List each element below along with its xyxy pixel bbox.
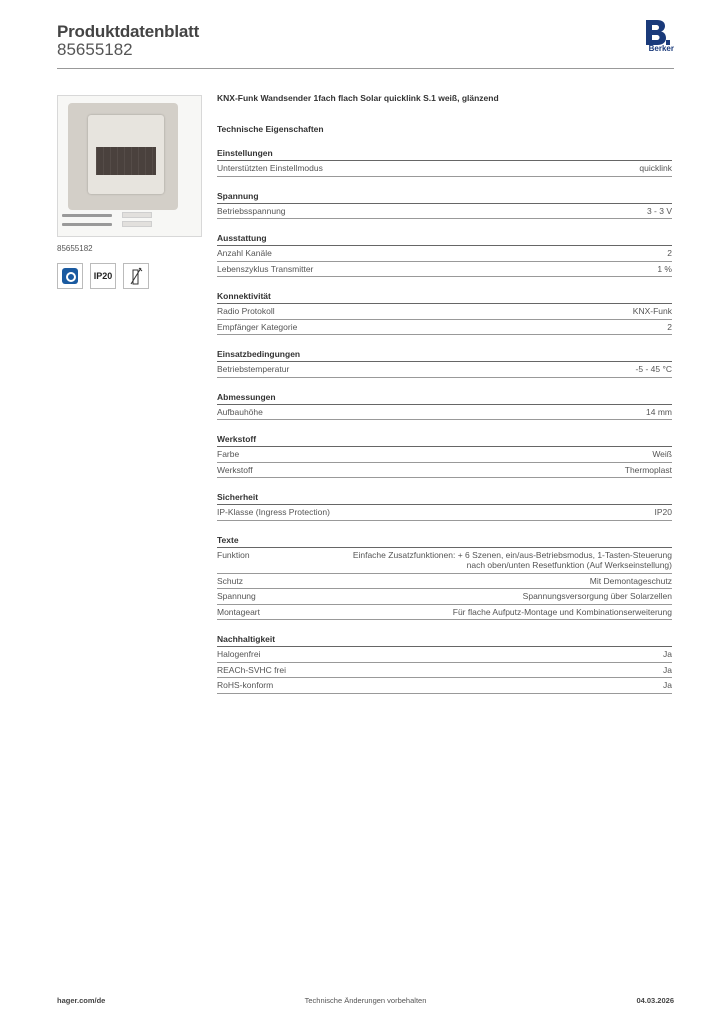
solar-panel (96, 147, 156, 175)
group-title: Nachhaltigkeit (217, 634, 672, 647)
property-value: Weiß (652, 449, 672, 459)
property-label: REACh-SVHC frei (217, 664, 286, 675)
product-details (217, 93, 672, 694)
group-title: Texte (217, 535, 672, 548)
mount-glyph-icon (128, 266, 144, 286)
property-label: Radio Protokoll (217, 306, 275, 316)
group-title: Werkstoff (217, 434, 672, 447)
property-value: 1 % (657, 263, 672, 274)
property-row (217, 161, 672, 177)
property-row (217, 362, 672, 378)
page-header (57, 20, 674, 70)
group-title: Einstellungen (217, 148, 672, 161)
property-value: Für flache Aufputz-Montage und Kombinationserweiterung (452, 606, 672, 617)
group-title: Spannung (217, 191, 672, 204)
product-title: KNX-Funk Wandsender 1fach flach Solar quicklink S.1 weiß, glänzend (217, 93, 499, 103)
property-row (217, 204, 672, 220)
property-row (217, 605, 672, 621)
footer-url: hager.com/de (57, 996, 106, 1005)
property-label: Schutz (217, 575, 243, 586)
footer-note: Technische Änderungen vorbehalten (304, 996, 427, 1005)
property-row (217, 663, 672, 679)
property-groups (217, 148, 672, 694)
berker-logo-icon (642, 20, 670, 46)
surface-mount-icon (123, 263, 149, 289)
property-value: Ja (663, 649, 672, 659)
property-label: Betriebstemperatur (217, 364, 290, 374)
berker-logo (638, 20, 674, 56)
property-value: Einfache Zusatzfunktionen: + 6 Szenen, ein/aus-Betriebsmodus, 1-Tasten-Steuerung nach oben/unten Resetfunktion (Auf Werkseinstellung) (352, 549, 672, 570)
group-title: Einsatzbedingungen (217, 349, 672, 362)
property-value: IP20 (654, 507, 672, 517)
property-row (217, 463, 672, 479)
group-title: Ausstattung (217, 233, 672, 246)
property-value: 14 mm (646, 406, 672, 417)
property-label: Lebenszyklus Transmitter (217, 263, 314, 274)
property-label: Halogenfrei (217, 649, 261, 659)
property-row (217, 246, 672, 262)
document-title: Produktdatenblatt (57, 22, 200, 41)
property-label: Werkstoff (217, 464, 253, 475)
property-value: Mit Demontageschutz (589, 575, 672, 586)
property-group (217, 148, 672, 177)
property-value: 2 (667, 248, 672, 258)
property-value: quicklink (639, 163, 672, 173)
property-value: KNX-Funk (632, 306, 672, 316)
group-title: Konnektivität (217, 291, 672, 304)
property-group (217, 392, 672, 421)
property-label: Unterstützten Einstellmodus (217, 163, 323, 173)
property-group (217, 535, 672, 621)
property-row (217, 574, 672, 590)
property-label: Farbe (217, 449, 240, 459)
property-group (217, 349, 672, 378)
property-value: 2 (667, 321, 672, 332)
logo-text: Berker (648, 44, 674, 53)
property-row (217, 304, 672, 320)
quicklink-icon (57, 263, 83, 289)
property-row (217, 447, 672, 463)
ip20-badge (90, 263, 116, 289)
property-group (217, 634, 672, 694)
property-row (217, 678, 672, 694)
property-group (217, 291, 672, 335)
property-row (217, 647, 672, 663)
property-row (217, 262, 672, 278)
property-value: -5 - 45 °C (635, 364, 672, 374)
product-sidebar (57, 95, 202, 289)
property-label: Betriebsspannung (217, 205, 286, 216)
group-title: Sicherheit (217, 492, 672, 505)
property-label: IP-Klasse (Ingress Protection) (217, 507, 330, 517)
wall-plate (68, 103, 178, 210)
property-group (217, 233, 672, 277)
property-value: Ja (663, 664, 672, 675)
property-label: Empfänger Kategorie (217, 321, 298, 332)
property-row (217, 320, 672, 336)
document-number: 85655182 (57, 40, 133, 59)
group-title: Abmessungen (217, 392, 672, 405)
property-group (217, 191, 672, 220)
property-row (217, 505, 672, 521)
property-value: Thermoplast (624, 464, 672, 475)
property-row (217, 589, 672, 605)
property-group (217, 492, 672, 521)
property-group (217, 434, 672, 478)
switch-rocker (88, 115, 164, 194)
product-caption: 85655182 (57, 244, 93, 253)
header-divider (57, 68, 674, 69)
mounting-accessories (60, 211, 170, 235)
property-label: Spannung (217, 591, 256, 601)
property-value: 3 - 3 V (646, 205, 672, 216)
property-value: Ja (663, 680, 672, 690)
section-title: Technische Eigenschaften (217, 124, 324, 134)
product-image (57, 95, 202, 237)
ip20-label: IP20 (93, 271, 113, 281)
property-row (217, 548, 672, 574)
property-value: Spannungsversorgung über Solarzellen (522, 591, 672, 601)
footer-date: 04.03.2026 (636, 996, 674, 1005)
property-label: Montageart (217, 606, 260, 617)
property-label: Anzahl Kanäle (217, 248, 272, 258)
feature-icons (57, 263, 202, 289)
property-row (217, 405, 672, 421)
property-label: Aufbauhöhe (217, 406, 263, 417)
property-label: RoHS-konform (217, 680, 274, 690)
property-label: Funktion (217, 549, 250, 560)
